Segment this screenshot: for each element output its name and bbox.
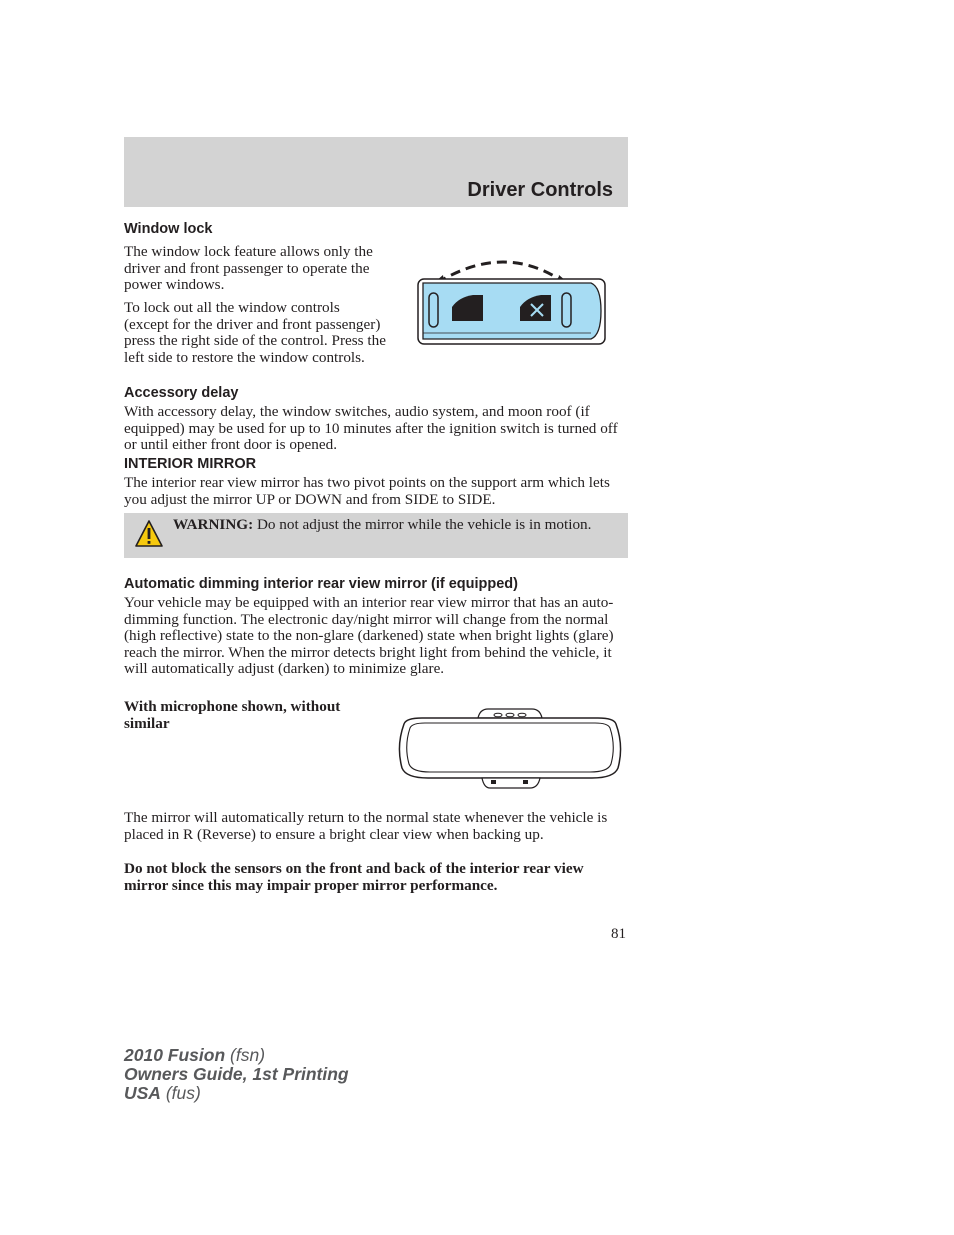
footer-guide: Owners Guide, 1st Printing bbox=[124, 1064, 349, 1084]
auto-dimming-paragraph-1: Your vehicle may be equipped with an interior rear view mirror that has an auto-dimming function. The electronic day/night mirror will change from the normal (high reflective) state to the non-glare (darkened) state when bright lights (glare) reach the mirror. When the mirror detects bright light from behind the vehicle, it will automatically adjust (darken) to minimize glare. bbox=[124, 594, 614, 677]
accessory-delay-paragraph: With accessory delay, the window switches, audio system, and moon roof (if equipped) may be used for up to 10 minutes after the ignition switch is turned off or until either front door is opened. bbox=[124, 403, 618, 453]
footer bbox=[124, 1046, 349, 1103]
warning-text bbox=[173, 517, 613, 534]
mirror-caption: With microphone shown, without similar bbox=[124, 698, 341, 732]
interior-mirror-paragraph: The interior rear view mirror has two pivot points on the support arm which lets you adjust the mirror UP or DOWN and from SIDE to SIDE. bbox=[124, 474, 610, 508]
warning-box bbox=[124, 513, 628, 558]
window-lock-heading: Window lock bbox=[124, 221, 213, 237]
warning-message: Do not adjust the mirror while the vehicle is in motion. bbox=[253, 516, 592, 533]
window-lock-paragraph-2: To lock out all the window controls (except for the driver and front passenger) press the right side of the control. Press the left side to restore the window controls. bbox=[124, 299, 386, 366]
window-lock-paragraph-1: The window lock feature allows only the driver and front passenger to operate the power windows. bbox=[124, 243, 373, 293]
footer-market: USA bbox=[124, 1083, 161, 1103]
accessory-delay-heading: Accessory delay bbox=[124, 385, 239, 401]
page-number: 81 bbox=[611, 926, 626, 942]
footer-line-2 bbox=[124, 1065, 349, 1084]
footer-market-code: (fus) bbox=[160, 1083, 201, 1103]
section-title: Driver Controls bbox=[467, 179, 613, 201]
warning-triangle-icon bbox=[134, 519, 164, 549]
footer-line-3 bbox=[124, 1084, 349, 1103]
header-band bbox=[124, 137, 628, 207]
window-lock-switch-illustration bbox=[415, 255, 610, 347]
rear-view-mirror-illustration bbox=[392, 706, 628, 790]
footer-model: 2010 Fusion bbox=[124, 1045, 226, 1065]
warning-label: WARNING: bbox=[173, 516, 254, 533]
auto-dimming-paragraph-3: Do not block the sensors on the front and back of the interior rear view mirror since this may impair proper mirror performance. bbox=[124, 860, 584, 894]
auto-dimming-heading: Automatic dimming interior rear view mirror (if equipped) bbox=[124, 576, 518, 592]
footer-line-1 bbox=[124, 1046, 349, 1065]
footer-model-code: (fsn) bbox=[225, 1045, 266, 1065]
interior-mirror-heading: INTERIOR MIRROR bbox=[124, 456, 257, 472]
auto-dimming-paragraph-2: The mirror will automatically return to the normal state whenever the vehicle is placed in R (Reverse) to ensure a bright clear view when backing up. bbox=[124, 809, 608, 843]
